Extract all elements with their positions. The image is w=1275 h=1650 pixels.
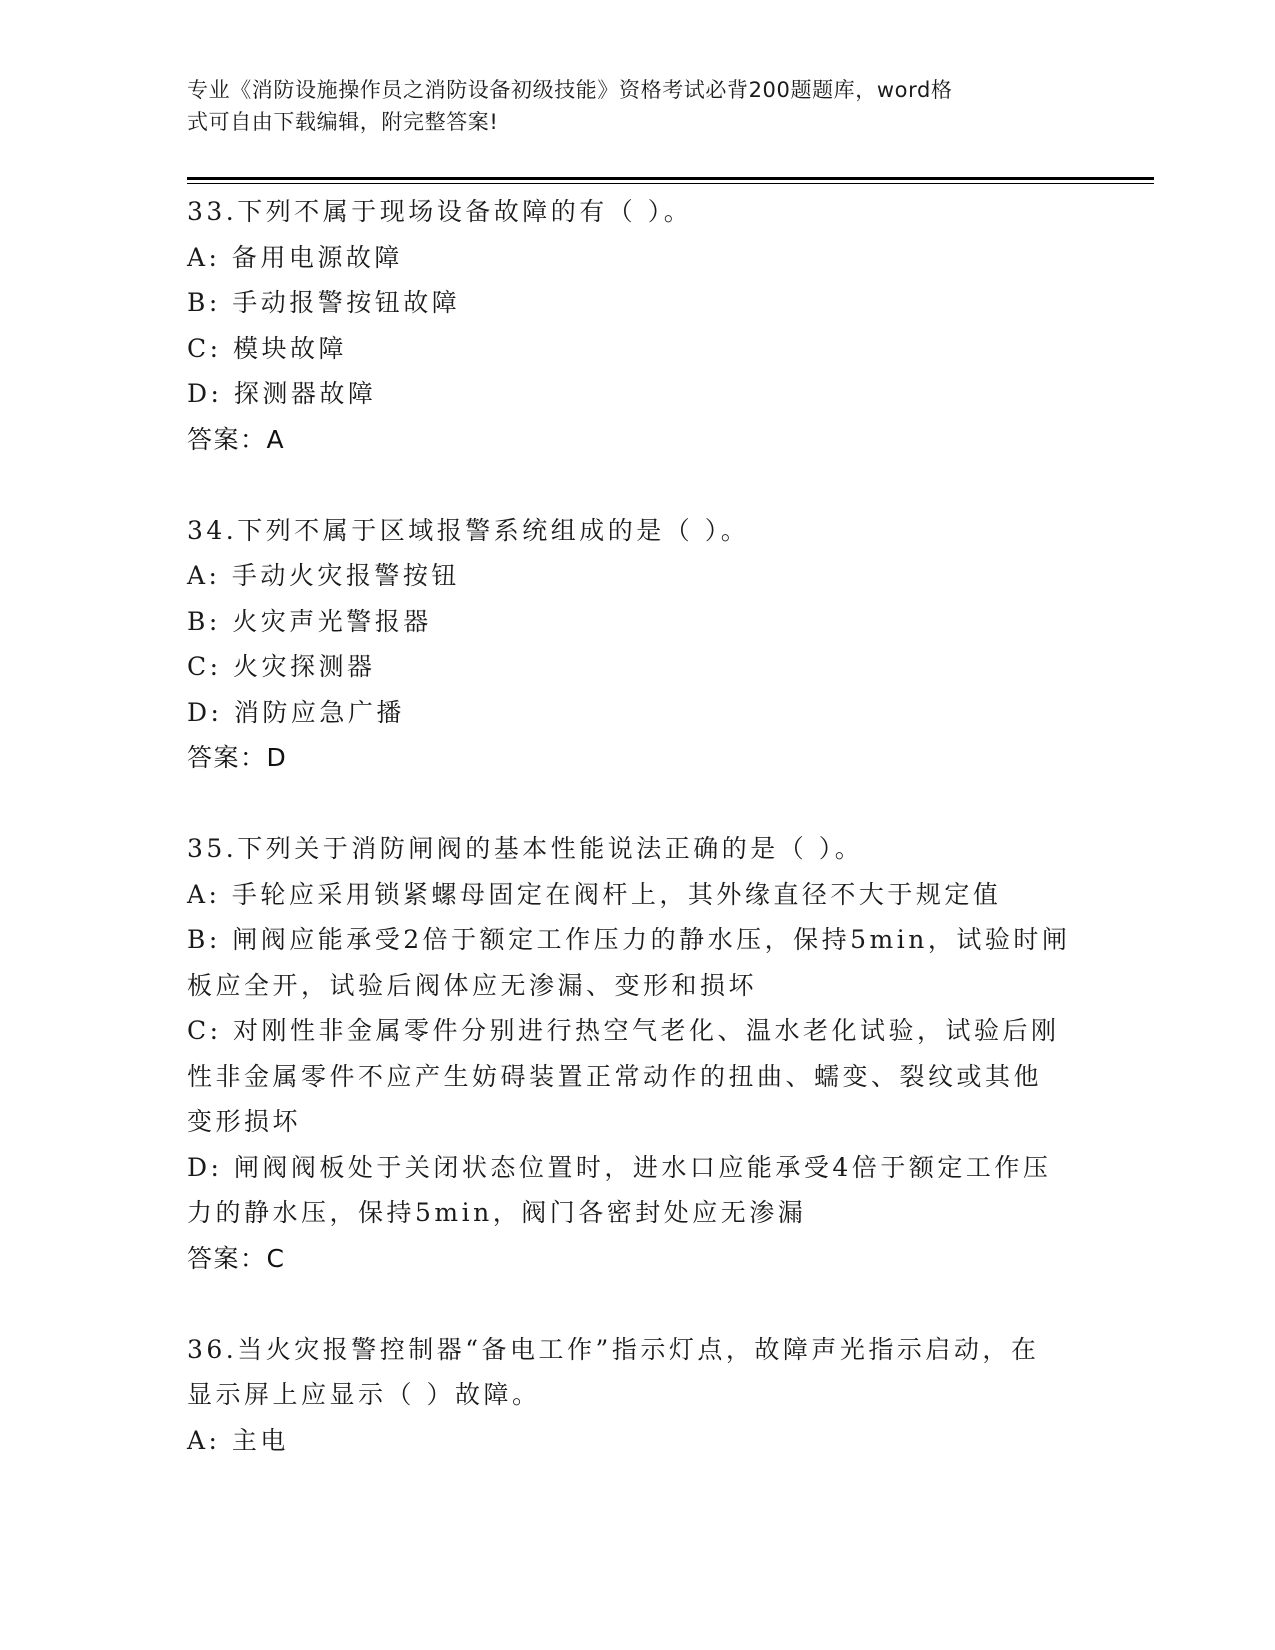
header-line-2: 式可自由下载编辑，附完整答案! xyxy=(187,110,499,134)
option-a: A: 备用电源故障 xyxy=(187,242,403,272)
option-c-line-1: C: 对刚性非金属零件分别进行热空气老化、温水老化试验，试验后刚 xyxy=(187,1016,1060,1045)
question-34 xyxy=(187,508,1087,781)
question-33 xyxy=(187,189,1087,462)
option-d-line-1: D: 闸阀阀板处于关闭状态位置时，进水口应能承受4倍于额定工作压 xyxy=(187,1152,1052,1182)
option-b: B: 手动报警按钮故障 xyxy=(187,288,461,317)
option-b-line-1: B: 闸阀应能承受2倍于额定工作压力的静水压，保持5min，试验时闸 xyxy=(187,925,1071,954)
question-35 xyxy=(187,826,1087,1281)
option-a: A: 手动火灾报警按钮 xyxy=(187,561,460,590)
header-divider-thin xyxy=(187,183,1154,184)
header-line-1: 专业《消防设施操作员之消防设备初级技能》资格考试必背200题题库，word格 xyxy=(187,78,953,102)
option-b: B: 火灾声光警报器 xyxy=(187,606,432,636)
question-stem-line-2: 显示屏上应显示（ ）故障。 xyxy=(187,1380,541,1409)
answer-line: 答案：C xyxy=(187,1243,286,1273)
option-d-line-2: 力的静水压，保持5min，阀门各密封处应无渗漏 xyxy=(187,1198,807,1227)
option-c-line-3: 变形损坏 xyxy=(187,1107,302,1136)
document-header xyxy=(187,74,1067,138)
option-c: C: 火灾探测器 xyxy=(187,652,376,681)
question-stem: 33.下列不属于现场设备故障的有（ ）。 xyxy=(187,197,693,226)
option-b-line-2: 板应全开，试验后阀体应无渗漏、变形和损坏 xyxy=(187,970,758,1000)
question-stem-line-1: 36.当火灾报警控制器“备电工作”指示灯点，故障声光指示启动，在 xyxy=(187,1334,1040,1364)
spacer xyxy=(187,781,1087,827)
question-36 xyxy=(187,1327,1087,1464)
question-list xyxy=(187,189,1087,1463)
question-stem: 34.下列不属于区域报警系统组成的是（ ）。 xyxy=(187,515,750,545)
option-c-line-2: 性非金属零件不应产生妨碍装置正常动作的扭曲、蠕变、裂纹或其他 xyxy=(187,1061,1043,1091)
option-d: D: 探测器故障 xyxy=(187,379,377,408)
option-a: A: 主电 xyxy=(187,1425,289,1455)
spacer xyxy=(187,1281,1087,1327)
option-d: D: 消防应急广播 xyxy=(187,697,405,727)
answer-line: 答案：A xyxy=(187,424,286,454)
header-divider-thick xyxy=(187,177,1154,180)
question-stem: 35.下列关于消防闸阀的基本性能说法正确的是（ ）。 xyxy=(187,834,864,863)
option-c: C: 模块故障 xyxy=(187,333,347,363)
option-a: A: 手轮应采用锁紧螺母固定在阀杆上，其外缘直径不大于规定值 xyxy=(187,879,1002,909)
spacer xyxy=(187,462,1087,508)
answer-line: 答案：D xyxy=(187,743,288,772)
